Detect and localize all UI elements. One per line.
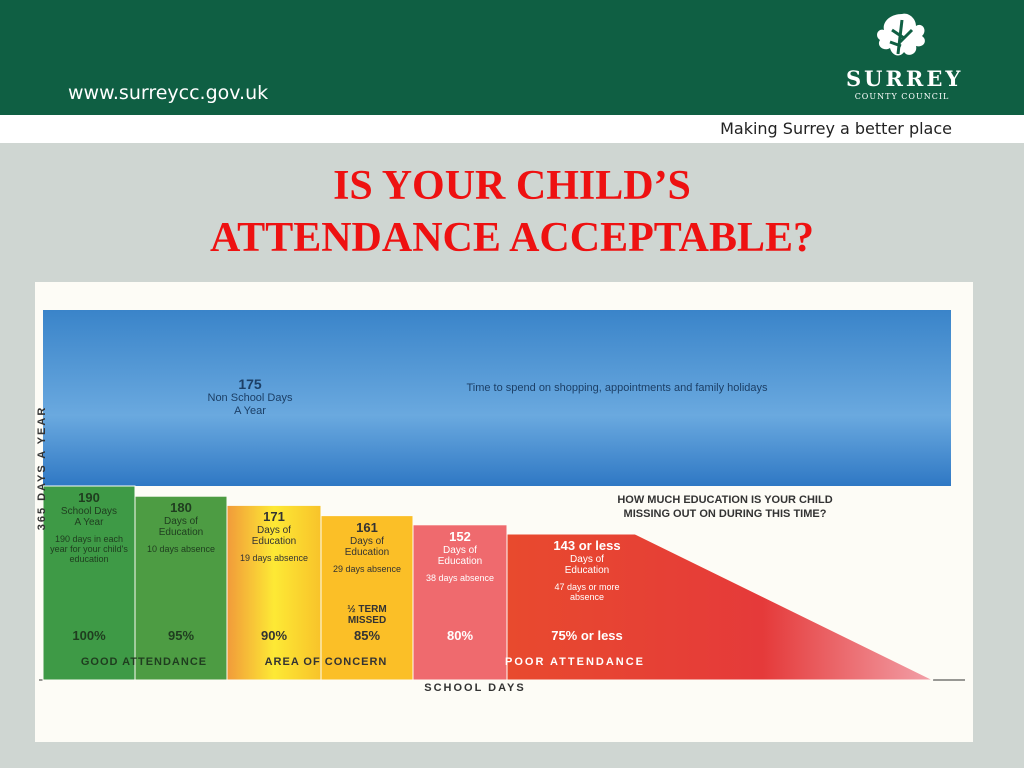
bar-line1-171: Days of	[257, 525, 291, 537]
bar-value-143: 143 or less	[553, 537, 621, 553]
non-school-days-label-1: Non School Days	[207, 392, 293, 404]
title-line-1: IS YOUR CHILD’S	[333, 163, 691, 209]
tagline: Making Surrey a better place	[720, 119, 952, 138]
bar-line1-152: Days of	[443, 544, 477, 556]
logo-subtitle: COUNTY COUNCIL	[854, 92, 950, 101]
bar-percent-171: 90%	[260, 628, 288, 643]
bar-line1-161: Days of	[350, 535, 384, 547]
tagline-bar	[0, 115, 1024, 143]
non-school-days-label-2: A Year	[234, 405, 266, 417]
bar-line1-143: Days of	[570, 553, 604, 565]
bar-line2-152: Education	[437, 555, 483, 567]
bar-value-152: 152	[449, 528, 471, 544]
bar-percent-152: 80%	[446, 628, 474, 643]
non-school-days-band	[43, 310, 951, 486]
question-line-1: HOW MUCH EDUCATION IS YOUR CHILD	[617, 494, 833, 506]
bar-note-161: 29 days absence	[332, 563, 402, 574]
y-axis-label: 365 DAYS A YEAR	[36, 405, 48, 531]
attendance-chart	[35, 282, 973, 742]
bar-line2-190: A Year	[74, 517, 104, 528]
bar-note-152: 38 days absence	[425, 572, 495, 583]
bar-extra-161: ½ TERM MISSED	[347, 603, 387, 626]
bar-value-171: 171	[263, 509, 285, 525]
bar-line2-171: Education	[251, 536, 297, 548]
bar-percent-180: 95%	[167, 628, 195, 643]
zone-good-attendance: GOOD ATTENDANCE	[80, 656, 208, 668]
slide-title	[0, 160, 1024, 264]
logo-wordmark: SURREY	[846, 66, 964, 91]
bar-value-161: 161	[356, 519, 378, 535]
bar-note-143: 47 days or more absence	[554, 581, 620, 602]
question-line-2: MISSING OUT ON DURING THIS TIME?	[623, 508, 827, 520]
zone-area-of-concern: AREA OF CONCERN	[264, 656, 388, 668]
bar-line2-143: Education	[564, 564, 610, 576]
header-bar	[0, 0, 1024, 115]
bar-line1-180: Days of	[164, 516, 198, 528]
title-line-2: ATTENDANCE ACCEPTABLE?	[209, 215, 815, 261]
bar-note-171: 19 days absence	[239, 553, 309, 564]
surrey-logo	[846, 10, 966, 110]
bar-note-180: 10 days absence	[146, 544, 216, 555]
bar-value-190: 190	[78, 490, 100, 505]
bar-line2-161: Education	[344, 546, 390, 558]
x-axis-label: SCHOOL DAYS	[424, 682, 526, 694]
bar-percent-161: 85%	[353, 628, 381, 643]
oak-leaf-icon	[846, 10, 958, 66]
zone-poor-attendance: POOR ATTENDANCE	[505, 656, 645, 668]
bar-line1-190: School Days	[60, 506, 118, 517]
bar-percent-143: 75% or less	[551, 628, 623, 643]
website-url[interactable]: www.surreycc.gov.uk	[68, 82, 269, 104]
bar-line2-180: Education	[158, 527, 204, 539]
bar-note-190: 190 days in each year for your child's education	[50, 534, 128, 564]
non-school-days-value: 175	[238, 376, 262, 392]
bar-value-180: 180	[170, 500, 192, 516]
bar-percent-190: 100%	[72, 628, 106, 643]
non-school-days-note: Time to spend on shopping, appointments and family holidays	[466, 382, 768, 394]
